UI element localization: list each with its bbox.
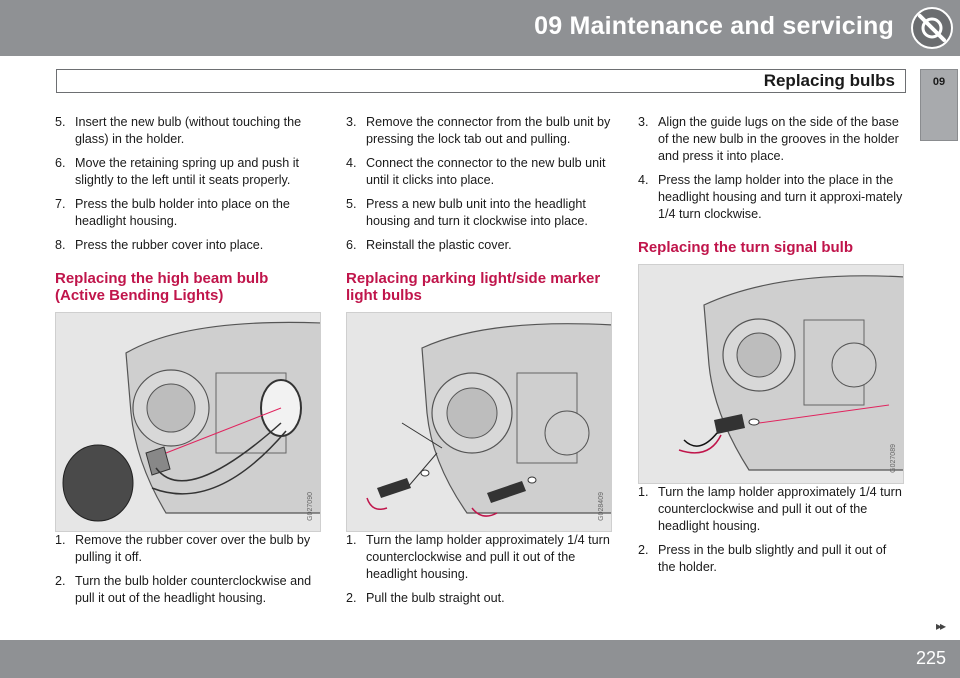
turn-signal-illustration bbox=[638, 264, 904, 484]
column-3 bbox=[638, 114, 904, 583]
figure-code: G028409 bbox=[598, 492, 605, 521]
step-list bbox=[346, 532, 612, 607]
list-item: 4. Connect the connector to the new bulb unit until it clicks into place. bbox=[346, 156, 606, 187]
list-item: 1. Turn the lamp holder approximately 1/4 turn counterclockwise and pull it out of the headlight housing. bbox=[638, 485, 902, 533]
list-item: 5. Press a new bulb unit into the headlight housing and turn it clockwise into place. bbox=[346, 197, 588, 228]
chapter-header-bar bbox=[0, 0, 960, 56]
list-item: 1. Turn the lamp holder approximately 1/4 turn counterclockwise and pull it out of the headlight housing. bbox=[346, 533, 610, 581]
list-item: 6. Reinstall the plastic cover. bbox=[346, 238, 512, 252]
section-heading: Replacing parking light/side marker light bulbs bbox=[346, 270, 601, 304]
footer-bar bbox=[0, 640, 960, 678]
high-beam-illustration bbox=[55, 312, 321, 532]
next-page-arrows-icon[interactable]: ▸▸ bbox=[935, 619, 944, 633]
list-item: 2. Turn the bulb holder counterclockwise and pull it out of the headlight housing. bbox=[55, 574, 312, 605]
step-list bbox=[55, 114, 321, 254]
parking-light-illustration bbox=[346, 312, 612, 532]
chapter-tab-label: 09 bbox=[932, 76, 946, 88]
column-2 bbox=[346, 114, 612, 614]
section-title: Replacing bulbs bbox=[763, 71, 895, 90]
section-heading: Replacing the high beam bulb (Active Bending Lights) bbox=[55, 270, 269, 304]
step-list bbox=[638, 484, 904, 576]
section-header bbox=[56, 69, 906, 93]
list-item: 2. Pull the bulb straight out. bbox=[346, 591, 505, 605]
list-item: 3. Align the guide lugs on the side of the base of the new bulb in the grooves in the holder and press it into place. bbox=[638, 115, 899, 163]
list-item: 2. Press in the bulb slightly and pull it out of the holder. bbox=[638, 543, 887, 574]
figure-code: G027089 bbox=[890, 444, 897, 473]
chapter-title: 09 Maintenance and servicing bbox=[534, 12, 894, 40]
list-item: 5. Insert the new bulb (without touching the glass) in the holder. bbox=[55, 115, 302, 146]
section-heading: Replacing the turn signal bulb bbox=[638, 239, 854, 256]
step-list bbox=[55, 532, 321, 607]
chapter-tab[interactable] bbox=[920, 69, 958, 141]
step-list bbox=[638, 114, 904, 223]
headlight-diagram bbox=[639, 265, 904, 484]
list-item: 6. Move the retaining spring up and push it slightly to the left until it seats properly. bbox=[55, 156, 300, 187]
step-list bbox=[346, 114, 612, 254]
wrench-gear-icon bbox=[910, 6, 954, 50]
figure-code: G027090 bbox=[307, 492, 314, 521]
list-item: 1. Remove the rubber cover over the bulb by pulling it off. bbox=[55, 533, 311, 564]
headlight-diagram bbox=[56, 313, 321, 532]
list-item: 4. Press the lamp holder into the place in the headlight housing and turn it approxi-mately 1/4 turn clockwise. bbox=[638, 173, 903, 221]
list-item: 3. Remove the connector from the bulb unit by pressing the lock tab out and pulling. bbox=[346, 115, 611, 146]
list-item: 8. Press the rubber cover into place. bbox=[55, 238, 264, 252]
column-1 bbox=[55, 114, 321, 614]
headlight-diagram bbox=[347, 313, 612, 532]
list-item: 7. Press the bulb holder into place on the headlight housing. bbox=[55, 197, 290, 228]
page-number: 225 bbox=[915, 648, 946, 668]
